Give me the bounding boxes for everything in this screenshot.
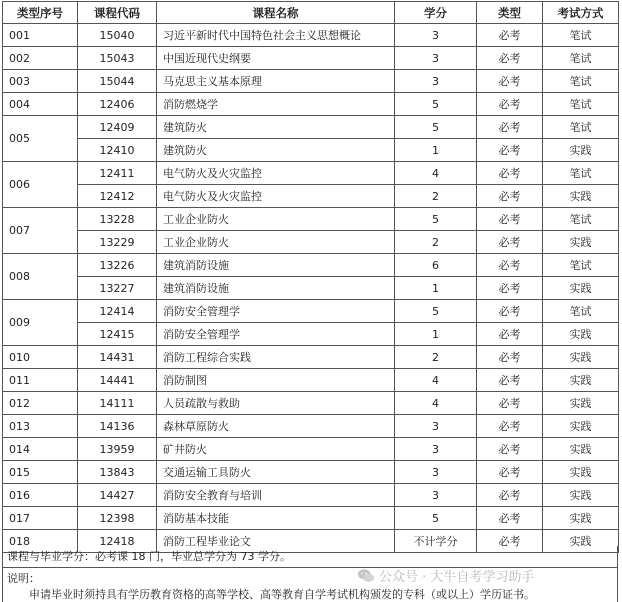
table-body (3, 24, 619, 553)
cell-exam: 实践 (543, 231, 619, 254)
cell-code: 12406 (78, 93, 157, 116)
table-row (3, 47, 619, 70)
cell-seq: 008 (3, 254, 78, 300)
cell-exam: 实践 (543, 438, 619, 461)
cell-type: 必考 (477, 254, 543, 277)
cell-type: 必考 (477, 507, 543, 530)
cell-exam: 实践 (543, 507, 619, 530)
cell-seq: 005 (3, 116, 78, 162)
cell-name: 消防安全管理学 (157, 323, 395, 346)
cell-seq: 013 (3, 415, 78, 438)
cell-type: 必考 (477, 93, 543, 116)
cell-name: 电气防火及火灾监控 (157, 185, 395, 208)
cell-name: 消防安全管理学 (157, 300, 395, 323)
cell-exam: 实践 (543, 484, 619, 507)
cell-type: 必考 (477, 208, 543, 231)
cell-exam: 笔试 (543, 254, 619, 277)
table-header-row (3, 2, 619, 24)
cell-type: 必考 (477, 231, 543, 254)
cell-code: 14431 (78, 346, 157, 369)
cell-seq: 001 (3, 24, 78, 47)
cell-credit: 3 (395, 70, 477, 93)
cell-seq: 014 (3, 438, 78, 461)
cell-exam: 笔试 (543, 116, 619, 139)
cell-code: 12412 (78, 185, 157, 208)
credit-summary: 课程与毕业学分：必考课 18 门，毕业总学分为 73 学分。 (2, 546, 618, 568)
cell-exam: 笔试 (543, 24, 619, 47)
cell-credit: 2 (395, 231, 477, 254)
cell-code: 12418 (78, 530, 157, 553)
cell-credit: 1 (395, 139, 477, 162)
cell-exam: 实践 (543, 369, 619, 392)
cell-credit: 1 (395, 277, 477, 300)
cell-code: 14111 (78, 392, 157, 415)
cell-exam: 笔试 (543, 300, 619, 323)
cell-credit: 3 (395, 47, 477, 70)
table-row (3, 484, 619, 507)
cell-type: 必考 (477, 139, 543, 162)
cell-code: 14441 (78, 369, 157, 392)
table-row (3, 70, 619, 93)
cell-type: 必考 (477, 277, 543, 300)
cell-name: 森林草原防火 (157, 415, 395, 438)
table-row (3, 369, 619, 392)
cell-credit: 4 (395, 392, 477, 415)
cell-code: 12415 (78, 323, 157, 346)
course-table (2, 1, 619, 553)
header-seq: 类型序号 (3, 2, 78, 24)
cell-exam: 实践 (543, 139, 619, 162)
cell-exam: 实践 (543, 530, 619, 553)
cell-name: 电气防火及火灾监控 (157, 162, 395, 185)
cell-type: 必考 (477, 530, 543, 553)
cell-name: 工业企业防火 (157, 208, 395, 231)
cell-type: 必考 (477, 323, 543, 346)
cell-credit: 3 (395, 461, 477, 484)
cell-code: 12409 (78, 116, 157, 139)
cell-exam: 实践 (543, 346, 619, 369)
table-row (3, 415, 619, 438)
cell-exam: 笔试 (543, 47, 619, 70)
cell-seq: 006 (3, 162, 78, 208)
cell-name: 消防工程毕业论文 (157, 530, 395, 553)
cell-code: 14136 (78, 415, 157, 438)
cell-credit: 5 (395, 300, 477, 323)
cell-name: 消防工程综合实践 (157, 346, 395, 369)
cell-code: 12410 (78, 139, 157, 162)
cell-credit: 2 (395, 185, 477, 208)
cell-code: 13228 (78, 208, 157, 231)
table-row (3, 300, 619, 323)
cell-exam: 实践 (543, 415, 619, 438)
note-text: 申请毕业时须持具有学历教育资格的高等学校、高等教育自学考试机构颁发的专科（或以上）学历证书。 (29, 588, 535, 601)
table-row (3, 254, 619, 277)
cell-type: 必考 (477, 47, 543, 70)
cell-exam: 实践 (543, 277, 619, 300)
cell-code: 12414 (78, 300, 157, 323)
cell-seq: 007 (3, 208, 78, 254)
cell-name: 马克思主义基本原理 (157, 70, 395, 93)
cell-type: 必考 (477, 346, 543, 369)
cell-seq: 018 (3, 530, 78, 553)
cell-seq: 009 (3, 300, 78, 346)
cell-code: 13229 (78, 231, 157, 254)
cell-credit: 3 (395, 484, 477, 507)
cell-type: 必考 (477, 438, 543, 461)
cell-exam: 实践 (543, 392, 619, 415)
cell-seq: 015 (3, 461, 78, 484)
table-row (3, 93, 619, 116)
cell-seq: 012 (3, 392, 78, 415)
cell-credit: 4 (395, 369, 477, 392)
cell-seq: 002 (3, 47, 78, 70)
cell-code: 13959 (78, 438, 157, 461)
cell-type: 必考 (477, 415, 543, 438)
wechat-icon (357, 567, 375, 585)
cell-name: 人员疏散与救助 (157, 392, 395, 415)
cell-credit: 5 (395, 116, 477, 139)
cell-name: 工业企业防火 (157, 231, 395, 254)
cell-type: 必考 (477, 461, 543, 484)
table-row (3, 438, 619, 461)
table-row (3, 185, 619, 208)
cell-exam: 笔试 (543, 70, 619, 93)
cell-type: 必考 (477, 162, 543, 185)
cell-credit: 2 (395, 346, 477, 369)
cell-seq: 003 (3, 70, 78, 93)
header-name: 课程名称 (157, 2, 395, 24)
cell-name: 建筑防火 (157, 116, 395, 139)
cell-credit: 4 (395, 162, 477, 185)
table-row (3, 162, 619, 185)
cell-credit: 6 (395, 254, 477, 277)
table-row (3, 139, 619, 162)
cell-name: 交通运输工具防火 (157, 461, 395, 484)
watermark (357, 566, 534, 585)
cell-name: 建筑防火 (157, 139, 395, 162)
header-exam: 考试方式 (543, 2, 619, 24)
cell-type: 必考 (477, 24, 543, 47)
cell-credit: 5 (395, 507, 477, 530)
cell-code: 14427 (78, 484, 157, 507)
cell-type: 必考 (477, 392, 543, 415)
cell-credit: 3 (395, 24, 477, 47)
cell-name: 矿井防火 (157, 438, 395, 461)
cell-credit: 1 (395, 323, 477, 346)
cell-type: 必考 (477, 484, 543, 507)
table-row (3, 323, 619, 346)
cell-credit: 5 (395, 208, 477, 231)
cell-type: 必考 (477, 70, 543, 93)
cell-name: 消防安全教育与培训 (157, 484, 395, 507)
header-type: 类型 (477, 2, 543, 24)
cell-type: 必考 (477, 300, 543, 323)
cell-code: 12398 (78, 507, 157, 530)
cell-name: 习近平新时代中国特色社会主义思想概论 (157, 24, 395, 47)
cell-name: 消防基本技能 (157, 507, 395, 530)
cell-seq: 016 (3, 484, 78, 507)
table-row (3, 461, 619, 484)
cell-exam: 实践 (543, 185, 619, 208)
cell-credit: 3 (395, 438, 477, 461)
cell-code: 15043 (78, 47, 157, 70)
cell-seq: 017 (3, 507, 78, 530)
cell-seq: 010 (3, 346, 78, 369)
cell-code: 15044 (78, 70, 157, 93)
cell-seq: 004 (3, 93, 78, 116)
cell-exam: 笔试 (543, 208, 619, 231)
cell-code: 12411 (78, 162, 157, 185)
cell-credit: 5 (395, 93, 477, 116)
cell-credit: 3 (395, 415, 477, 438)
table-row (3, 24, 619, 47)
table-row (3, 507, 619, 530)
cell-exam: 实践 (543, 461, 619, 484)
cell-name: 建筑消防设施 (157, 254, 395, 277)
note-title: 说明： (7, 572, 40, 585)
table-row (3, 116, 619, 139)
cell-name: 消防制图 (157, 369, 395, 392)
table-row (3, 231, 619, 254)
cell-code: 13226 (78, 254, 157, 277)
table-row (3, 208, 619, 231)
table-row (3, 277, 619, 300)
cell-code: 13227 (78, 277, 157, 300)
cell-name: 中国近现代史纲要 (157, 47, 395, 70)
cell-code: 15040 (78, 24, 157, 47)
cell-exam: 实践 (543, 323, 619, 346)
cell-code: 13843 (78, 461, 157, 484)
cell-type: 必考 (477, 185, 543, 208)
cell-seq: 011 (3, 369, 78, 392)
table-row (3, 392, 619, 415)
watermark-text: 公众号 · 大牛自考学习助手 (379, 570, 535, 585)
header-credit: 学分 (395, 2, 477, 24)
table-row (3, 346, 619, 369)
cell-credit: 不计学分 (395, 530, 477, 553)
cell-exam: 笔试 (543, 93, 619, 116)
cell-name: 消防燃烧学 (157, 93, 395, 116)
header-code: 课程代码 (78, 2, 157, 24)
cell-type: 必考 (477, 369, 543, 392)
cell-exam: 笔试 (543, 162, 619, 185)
cell-type: 必考 (477, 116, 543, 139)
cell-name: 建筑消防设施 (157, 277, 395, 300)
